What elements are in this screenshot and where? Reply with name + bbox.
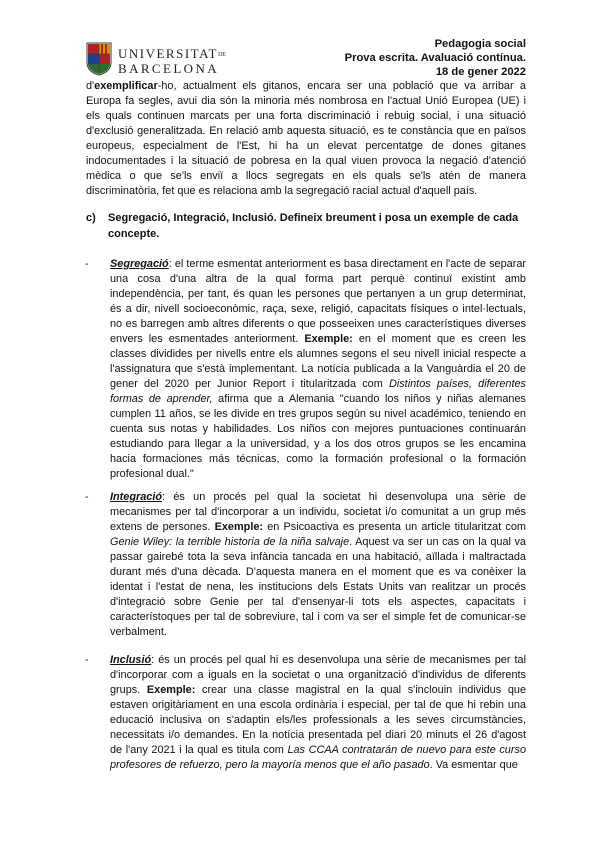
list-item-integracio: [85, 490, 526, 640]
example-label: Exemple:: [146, 684, 196, 696]
article-title: Las CCAA contratarán de nuevo para este curso profesores de refuerzo, pero la mayoría menos que el año pasado: [110, 744, 526, 771]
term-integracio: Integració: [110, 491, 163, 503]
exam-date: 18 de gener 2022: [435, 66, 526, 78]
segregacio-text: Segregació: el terme esmentat anteriorment es basa directament en l'acte de separar una cosa d'una altra de la qual forma part perquè continuï existint amb independència, per tant, és quan les persones que pertanyen a un grup determinat, és a dir, nivell socioeconòmic, raça, sexe, religió, capacitats físiques o intel·lectuals, no es barregen amb altres diferents o que posseeixen unes característiques diverses envers les esmentades anteriorment. Exemple: en el moment que es creen les classes dividides per nivells entre els alumnes segons el seu nivell inicial respecte a l'assignatura que s'està implementant. La notícia publicada a la Vanguàrdia el 20 de gener del 2020 per Junior Report i titularitzada com Distintos países, diferentes formas de aprender, afirma que a Alemania "cuando los niños y niñas alemanes cumplen 11 años, se les divide en tres grupos según su nivel académico, teniendo en cuenta sus notas y habilidades. Los niños con mejores puntuaciones continuarán estudiando para llegar a la universidad, y a los dos otros grupos se les encamina hacia formaciones más técnicas, como la formación profesional o la formación profesional dual.": [110, 258, 526, 480]
exam-title: Prova escrita. Avaluació contínua.: [344, 52, 526, 64]
list-bullet: -: [85, 654, 89, 666]
university-name-line2: BARCELONA: [118, 61, 220, 76]
article-title: Distintos países, diferentes formas de aprender,: [110, 378, 526, 405]
example-label: Exemple:: [304, 333, 353, 345]
list-bullet: -: [85, 258, 89, 270]
list-item-inclusio: [85, 653, 526, 773]
university-name-de: DE: [217, 52, 226, 58]
university-logo: [86, 42, 246, 78]
document-header: [345, 37, 526, 79]
question-text: Segregació, Integració, Inclusió. Defineix breument i posa un exemple de cada concepte.: [108, 212, 519, 240]
intro-paragraph: d'exemplificar-ho, actualment els gitanos, encara ser una població que va arribar a Europa fa segles, avui dia són la minoria més nombrosa en l'actual Unió Europea (UE) i els quals continuen marcats per una forta discriminació i rebuig social, i una situació d'exclusió generalitzada. En relació amb aquesta situació, es te constància que en països europeus, especialment de l'Est, hi ha un elevat percentatge de dones gitanes indocumentades i la situació de pobresa en la qual viuen provoca la negació d'atenció mèdica o que se'ls enviï a llocs segregats en els quals se'ls atén de manera discriminatòria, fet que es relaciona amb la segregació racial actual d'aquell país.: [86, 80, 526, 197]
university-crest-icon: [86, 42, 112, 76]
integracio-text: Integració: és un procés pel qual la societat hi desenvolupa una sèrie de mecanismes per tal d'incorporar a un individu, societat i/o comunitat a un grup més extens de persones. Exemple: en Psicoactiva es presenta un article titularitzat com Genie Wiley: la terrible historia de la niña salvaje. Aquest va ser un cas on la qual va passar gairebé tota la seva infància tancada en una habitació, aïllada i maltractada durant més d'una dècada. D'aquesta manera en el moment que es va conèixer la identat i l'estat de nena, les institucions dels Estats Units van realitzar un procés d'integració sobre Genie per tal d'ensenyar-li tots els aspectes, capacitats i característoques per tal de sobreviure, tal i com va ser el simple fet de comunicar-se verbalment.: [110, 491, 526, 638]
list-bullet: -: [85, 491, 89, 503]
example-label: Exemple:: [214, 521, 264, 533]
university-name-line1: UNIVERSITATDE: [118, 46, 226, 61]
term-segregacio: Segregació: [110, 258, 169, 270]
inclusio-text: Inclusió: és un procés pel qual hi es desenvolupa una sèrie de mecanismes per tal d'incorporar com a iguals en la societat o una organització d'individus de diferents grups. Exemple: crear una classe magistral en la qual s'inclouin individus que estaven origitàriament en una escola ordinària i especial, per tal de que hi rebin una educació inclusiva on s'adaptin els/les professionals a les seves circumstàncies, necessitats i/o demandes. En la notícia presentada pel diari 20 minuts el 26 d'agost de l'any 2021 i la qual es titula com Las CCAA contratarán de nuevo para este curso profesores de refuerzo, pero la mayoría menos que el año pasado. Va esmentar que: [110, 654, 526, 771]
subject-title: Pedagogia social: [434, 38, 526, 50]
question-label: c): [86, 212, 96, 224]
term-inclusio: Inclusió: [110, 654, 152, 666]
list-item-segregacio: [85, 257, 526, 482]
question-heading: [86, 210, 526, 242]
article-title: Genie Wiley: la terrible historia de la niña salvaje: [110, 536, 350, 548]
